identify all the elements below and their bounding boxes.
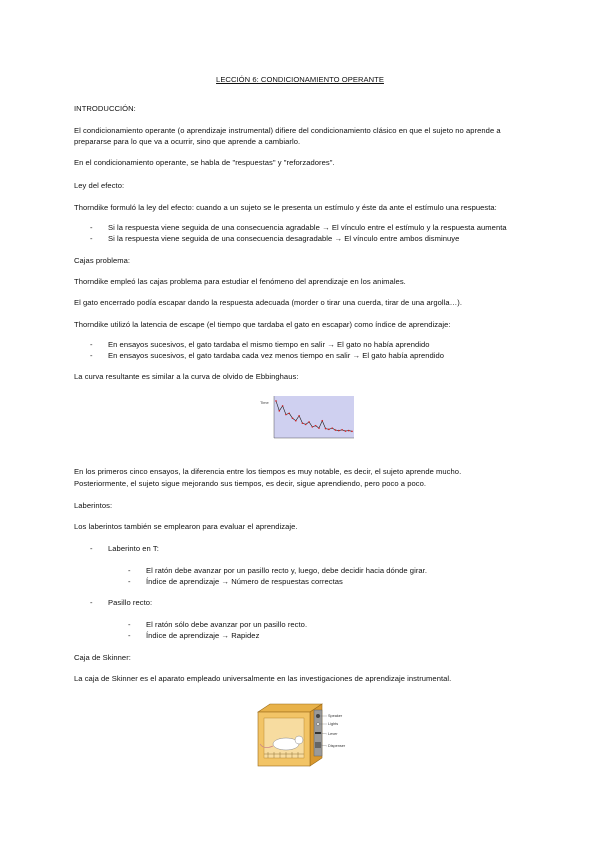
learning-curve-chart [244,392,356,456]
pasillo-item-2: Índice de aprendizaje → Rapidez [146,631,260,640]
bullet-dash: - [128,620,131,629]
data-point [325,428,327,430]
y-axis-label: Time [260,400,269,405]
data-point [328,429,330,431]
data-point [315,425,317,427]
laberinto-t-item-1: El ratón debe avanzar por un pasillo recto y, luego, debe decidir hacia dónde girar. [146,566,427,575]
label-lever: Lever [328,732,338,736]
data-point [295,420,297,422]
chart-plot-background [274,396,354,438]
label-speaker: Speaker [328,714,343,718]
data-point [292,417,294,419]
cajas-paragraph-3: Thorndike utilizó la latencia de escape (el tiempo que tardaba el gato en escapar) como índice de aprendizaje: [74,320,451,329]
data-point [341,429,343,431]
cajas-bullet-1: En ensayos sucesivos, el gato tardaba el mismo tiempo en salir → El gato no había aprendido [108,340,430,349]
bullet-dash: - [128,566,131,575]
laberintos-heading: Laberintos: [74,501,113,510]
data-point [282,405,284,407]
data-point [331,427,333,429]
data-point [302,422,304,424]
data-point [335,429,337,431]
data-point [318,427,320,429]
bullet-dash: - [128,631,131,640]
pasillo-label: Pasillo recto: [108,598,153,607]
skinner-heading: Caja de Skinner: [74,653,131,662]
page-title: LECCIÓN 6: CONDICIONAMIENTO OPERANTE [216,75,384,84]
data-point [285,414,287,416]
bullet-dash: - [90,351,93,360]
data-point [279,410,281,412]
label-dispenser: Dispenser [328,744,346,748]
skinner-paragraph: La caja de Skinner es el aparato empleado universalmente en las investigaciones de aprendizaje instrumental. [74,674,452,683]
laberintos-paragraph: Los laberintos también se emplearon para evaluar el aprendizaje. [74,522,298,531]
cajas-paragraph-1: Thorndike empleó las cajas problema para estudiar el fenómeno del aprendizaje en los animales. [74,277,406,286]
cajas-paragraph-5-line2: Posteriormente, el sujeto sigue mejorando sus tiempos, es decir, sigue aprendiendo, pero poco a poco. [74,479,427,488]
data-point [298,415,300,417]
cajas-paragraph-2: El gato encerrado podía escapar dando la respuesta adecuada (morder o tirar una cuerda, tirar de una argolla…). [74,298,462,307]
data-point [312,426,314,428]
cajas-paragraph-5-line1: En los primeros cinco ensayos, la diferencia entre los tiempos es muy notable, es decir, el sujeto aprende mucho. [74,467,462,476]
ley-bullet-2: Si la respuesta viene seguida de una consecuencia desagradable → El vínculo entre ambos disminuye [108,234,460,243]
cajas-paragraph-4: La curva resultante es similar a la curva de olvido de Ebbinghaus: [74,372,299,381]
label-lights: Lights [328,722,339,726]
data-point [351,431,353,433]
bullet-dash: - [128,577,131,586]
intro-paragraph-2: En el condicionamiento operante, se habla de "respuestas" y "reforzadores". [74,158,335,167]
pasillo-item-1: El ratón sólo debe avanzar por un pasillo recto. [146,620,308,629]
data-point [345,430,347,432]
ley-bullet-1: Si la respuesta viene seguida de una consecuencia agradable → El vínculo entre el estímulo y la respuesta aumenta [108,223,507,232]
bullet-dash: - [90,598,93,607]
bullet-dash: - [90,223,93,232]
laberinto-t-item-2: Índice de aprendizaje → Número de respuestas correctas [146,577,343,586]
intro-paragraph-line2: prepararse para lo que va a ocurrir, sino que aprende a cambiarlo. [74,137,301,146]
laberinto-t-label: Laberinto en T: [108,544,159,553]
data-point [275,400,277,402]
data-point [321,420,323,422]
bullet-dash: - [90,234,93,243]
data-point [338,430,340,432]
data-point [305,424,307,426]
cajas-bullet-2: En ensayos sucesivos, el gato tardaba cada vez menos tiempo en salir → El gato había aprendido [108,351,445,360]
ley-paragraph: Thorndike formuló la ley del efecto: cuando a un sujeto se le presenta un estímulo y éste da ante el estímulo una respuesta: [74,203,497,212]
data-point [308,421,310,423]
data-point [348,430,350,432]
ley-heading: Ley del efecto: [74,181,125,190]
data-point [288,412,290,414]
bullet-dash: - [90,544,93,553]
intro-heading: INTRODUCCIÓN: [74,104,136,113]
skinner-box-illustration [250,700,366,770]
cajas-heading: Cajas problema: [74,256,131,265]
intro-paragraph-line1: El condicionamiento operante (o aprendizaje instrumental) difiere del condicionamiento clásico en que el sujeto no aprende a [74,126,501,135]
bullet-dash: - [90,340,93,349]
